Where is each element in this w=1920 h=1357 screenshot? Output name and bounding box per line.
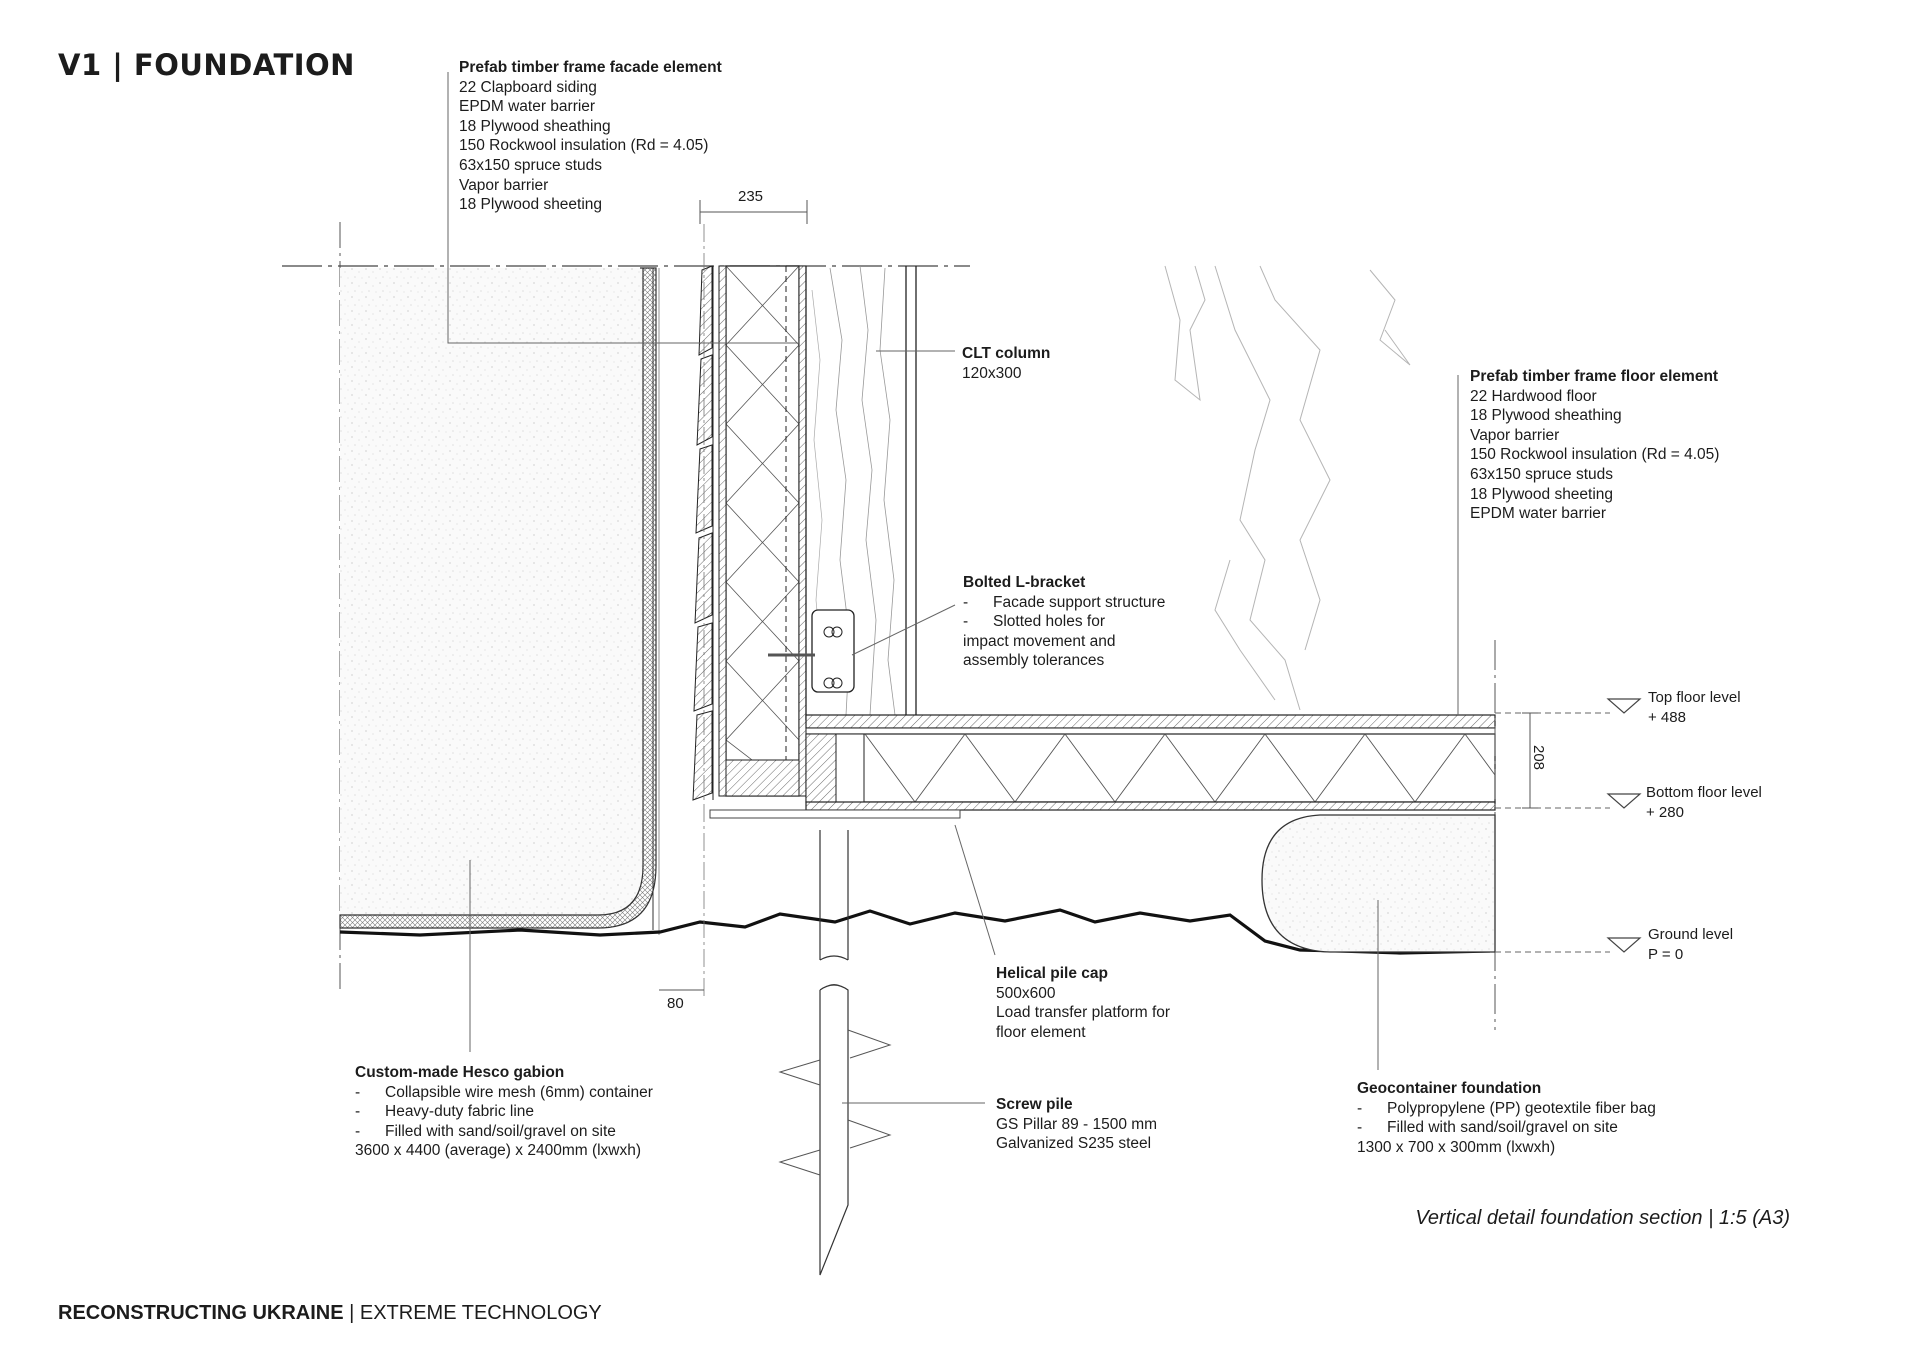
callout-bullet: - Slotted holes for xyxy=(963,612,1165,632)
callout-title: Bolted L-bracket xyxy=(963,574,1086,591)
callout-title: Screw pile xyxy=(996,1096,1073,1113)
facade-element-callout xyxy=(459,58,722,215)
background-texture xyxy=(1165,266,1410,710)
sheet-title: V1 | FOUNDATION xyxy=(58,48,355,82)
callout-line: 18 Plywood sheathing xyxy=(459,117,611,135)
callout-line: 18 Plywood sheeting xyxy=(459,196,603,214)
level-name: Ground level xyxy=(1648,926,1734,943)
dimension-floor-depth: 208 xyxy=(1530,745,1547,771)
bottom-floor-level-label xyxy=(1646,783,1762,822)
callout-line: 1300 x 700 x 300mm (lxwxh) xyxy=(1357,1138,1556,1156)
l-bracket-callout xyxy=(963,573,1165,671)
scale-caption: Vertical detail foundation section | 1:5 (A3) xyxy=(1415,1207,1790,1229)
callout-line: 22 Clapboard siding xyxy=(459,78,597,96)
geocontainer-callout xyxy=(1357,1079,1656,1157)
callout-line: 500x600 xyxy=(996,984,1056,1002)
callout-bullet: - Polypropylene (PP) geotextile fiber bag xyxy=(1357,1099,1656,1119)
callout-line: 18 Plywood sheeting xyxy=(1470,485,1614,503)
dimension-gap: 80 xyxy=(667,995,684,1012)
facade-wall-element xyxy=(693,224,806,1000)
hesco-gabion-callout xyxy=(355,1063,653,1161)
callout-line: impact movement and xyxy=(963,632,1116,650)
callout-title: Geocontainer foundation xyxy=(1357,1080,1542,1097)
callout-bullet: - Filled with sand/soil/gravel on site xyxy=(355,1122,653,1142)
level-name: Bottom floor level xyxy=(1646,784,1762,801)
callout-bullet: - Facade support structure xyxy=(963,593,1165,613)
callout-line: 150 Rockwool insulation (Rd = 4.05) xyxy=(459,137,709,155)
level-value: + 488 xyxy=(1648,708,1686,726)
callout-title: CLT column xyxy=(962,345,1051,362)
callout-bullet: - Filled with sand/soil/gravel on site xyxy=(1357,1118,1656,1138)
screw-pile-callout xyxy=(996,1095,1157,1154)
top-floor-level-label xyxy=(1648,688,1741,727)
callout-title: Helical pile cap xyxy=(996,965,1108,982)
callout-line: 150 Rockwool insulation (Rd = 4.05) xyxy=(1470,446,1720,464)
level-value: P = 0 xyxy=(1648,945,1684,963)
callout-line: 63x150 spruce studs xyxy=(459,156,603,174)
level-value: + 280 xyxy=(1646,803,1684,821)
callout-line: 18 Plywood sheathing xyxy=(1470,407,1622,425)
callout-line: Load transfer platform for xyxy=(996,1004,1171,1022)
callout-line: EPDM water barrier xyxy=(459,98,596,116)
callout-line: Vapor barrier xyxy=(459,176,549,194)
hesco-gabion xyxy=(340,222,659,990)
callout-title: Custom-made Hesco gabion xyxy=(355,1064,565,1081)
clt-column-callout xyxy=(962,344,1050,383)
callout-title: Prefab timber frame floor element xyxy=(1470,368,1719,385)
level-name: Top floor level xyxy=(1648,689,1741,706)
floor-element-callout xyxy=(1470,367,1719,524)
callout-line: 22 Hardwood floor xyxy=(1470,387,1597,405)
callout-line: Galvanized S235 steel xyxy=(996,1135,1152,1153)
callout-line: EPDM water barrier xyxy=(1470,505,1607,523)
callout-line: 120x300 xyxy=(962,364,1022,382)
callout-line: Vapor barrier xyxy=(1470,426,1560,444)
footer xyxy=(58,1302,602,1325)
footer-project: RECONSTRUCTING UKRAINE xyxy=(58,1302,344,1324)
footer-subtitle: | EXTREME TECHNOLOGY xyxy=(343,1302,602,1324)
callout-bullet: - Heavy-duty fabric line xyxy=(355,1102,653,1122)
dimension-wall: 235 xyxy=(738,188,764,205)
callout-line: floor element xyxy=(996,1023,1086,1041)
ground-level-label xyxy=(1648,925,1733,964)
callout-title: Prefab timber frame facade element xyxy=(459,59,722,76)
callout-bullet: - Collapsible wire mesh (6mm) container xyxy=(355,1083,653,1103)
callout-line: GS Pillar 89 - 1500 mm xyxy=(996,1115,1158,1133)
callout-line: 3600 x 4400 (average) x 2400mm (lxwxh) xyxy=(355,1142,642,1160)
callout-line: 63x150 spruce studs xyxy=(1470,465,1614,483)
callout-line: assembly tolerances xyxy=(963,652,1105,670)
screw-pile xyxy=(780,830,890,1275)
level-markers xyxy=(1608,699,1640,952)
pile-cap-callout xyxy=(996,964,1170,1042)
